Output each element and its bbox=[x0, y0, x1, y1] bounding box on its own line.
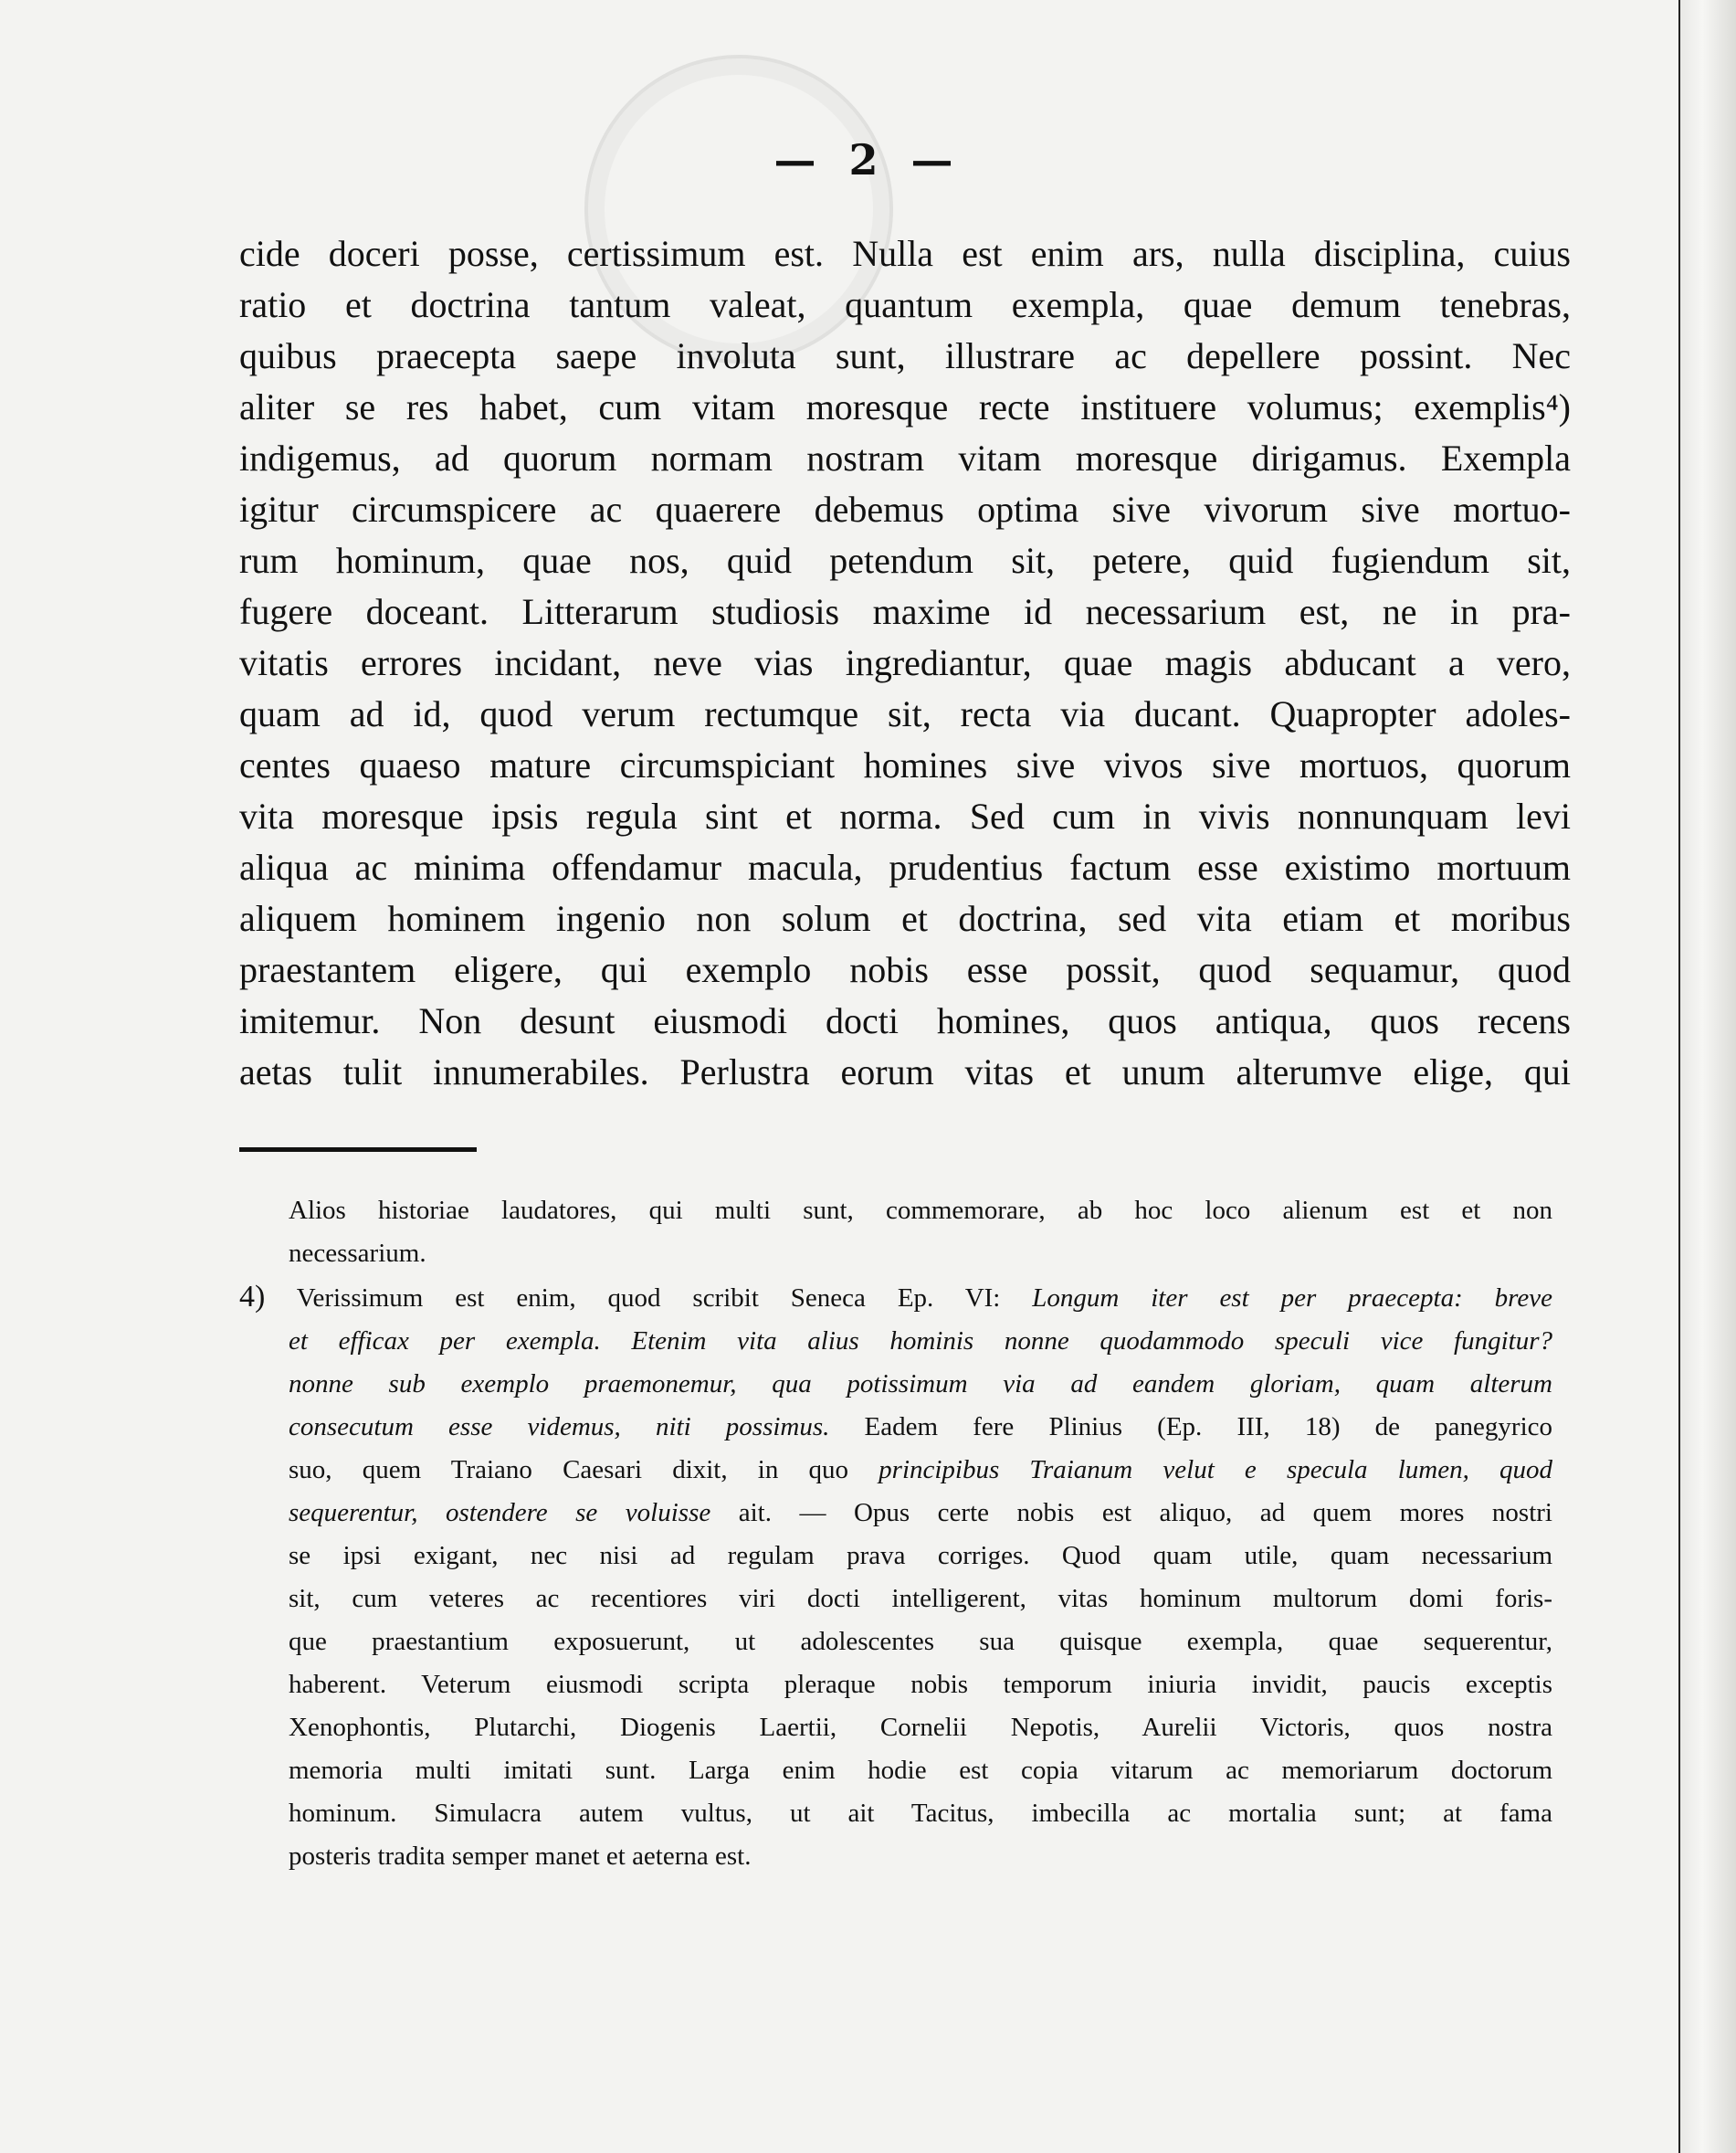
text-line: cide doceri posse, certissimum est. Nulla est enim ars, nulla disciplina, cuius bbox=[239, 233, 1571, 274]
footnote-line: consecutum esse videmus, niti possimus. Eadem fere Plinius (Ep. III, 18) de panegyrico bbox=[289, 1412, 1553, 1441]
footnote-line: 4) Verissimum est enim, quod scribit Seneca Ep. VI: Longum iter est per praecepta: breve bbox=[239, 1280, 1552, 1314]
text-line: vitatis errores incidant, neve vias ingrediantur, quae magis abducant a vero, bbox=[239, 642, 1571, 683]
text-line: fugere doceant. Litterarum studiosis maxime id necessarium est, ne in pra- bbox=[239, 591, 1571, 632]
footnote-line: nonne sub exemplo praemonemur, qua potissimum via ad eandem gloriam, quam alterum bbox=[289, 1369, 1552, 1398]
footnote-rule bbox=[239, 1147, 477, 1152]
footnote-line: sequerentur, ostendere se voluisse ait. — Opus certe nobis est aliquo, ad quem mores nostri bbox=[289, 1498, 1552, 1527]
footnotes bbox=[239, 1189, 1552, 1878]
footnote-3 bbox=[239, 1189, 1552, 1275]
footnote-line: et efficax per exempla. Etenim vita alius hominis nonne quodammodo speculi vice fungitur? bbox=[289, 1326, 1552, 1356]
main-text bbox=[239, 228, 1571, 1098]
footnote-line: haberent. Veterum eiusmodi scripta pleraque nobis temporum iniuria invidit, paucis exceptis bbox=[289, 1670, 1552, 1699]
footnote-line: memoria multi imitati sunt. Larga enim hodie est copia vitarum ac memoriarum doctorum bbox=[289, 1756, 1552, 1785]
page-edge bbox=[1678, 0, 1736, 2153]
text-line: ratio et doctrina tantum valeat, quantum exempla, quae demum tenebras, bbox=[239, 284, 1571, 325]
text-line: indigemus, ad quorum normam nostram vitam moresque dirigamus. Exempla bbox=[239, 438, 1571, 479]
text-line: vita moresque ipsis regula sint et norma. Sed cum in vivis nonnunquam levi bbox=[239, 796, 1571, 837]
footnote-line: Xenophontis, Plutarchi, Diogenis Laertii, Cornelii Nepotis, Aurelii Victoris, quos nostra bbox=[289, 1713, 1552, 1742]
text-line: aliquem hominem ingenio non solum et doctrina, sed vita etiam et moribus bbox=[239, 898, 1571, 939]
footnote-4 bbox=[239, 1275, 1552, 1878]
footnote-line: necessarium. bbox=[289, 1239, 426, 1268]
footnote-line: se ipsi exigant, nec nisi ad regulam prava corriges. Quod quam utile, quam necessarium bbox=[289, 1541, 1552, 1570]
text-line: aetas tulit innumerabiles. Perlustra eorum vitas et unum alterumve elige, qui bbox=[239, 1051, 1571, 1092]
text-line: praestantem eligere, qui exemplo nobis esse possit, quod sequamur, quod bbox=[239, 949, 1571, 990]
text-line: quibus praecepta saepe involuta sunt, illustrare ac depellere possint. Nec bbox=[239, 335, 1571, 376]
footnote-line: que praestantium exposuerunt, ut adolescentes sua quisque exempla, quae sequerentur, bbox=[289, 1627, 1552, 1656]
footnote-line: posteris tradita semper manet et aeterna est. bbox=[289, 1842, 752, 1871]
text-line: aliter se res habet, cum vitam moresque recte instituere volumus; exemplis⁴) bbox=[239, 386, 1571, 427]
footnote-line: Alios historiae laudatores, qui multi sunt, commemorare, ab hoc loco alienum est et non bbox=[289, 1196, 1552, 1225]
footnote-line: sit, cum veteres ac recentiores viri docti intelligerent, vitas hominum multorum domi foris- bbox=[289, 1584, 1552, 1613]
footnote-line: suo, quem Traiano Caesari dixit, in quo principibus Traianum velut e specula lumen, quod bbox=[289, 1455, 1552, 1484]
text-line: quam ad id, quod verum rectumque sit, recta via ducant. Quapropter adoles- bbox=[239, 693, 1571, 734]
text-line: igitur circumspicere ac quaerere debemus optima sive vivorum sive mortuo- bbox=[239, 489, 1571, 530]
footnote-number: 4) bbox=[239, 1280, 266, 1314]
text-line: rum hominum, quae nos, quid petendum sit, petere, quid fugiendum sit, bbox=[239, 540, 1571, 581]
page-number: — 2 — bbox=[773, 135, 963, 185]
text-line: aliqua ac minima offendamur macula, prudentius factum esse existimo mortuum bbox=[239, 847, 1571, 888]
text-line: imitemur. Non desunt eiusmodi docti homines, quos antiqua, quos recens bbox=[239, 1000, 1571, 1041]
text-line: centes quaeso mature circumspiciant homines sive vivos sive mortuos, quorum bbox=[239, 744, 1571, 786]
footnote-line: hominum. Simulacra autem vultus, ut ait Tacitus, imbecilla ac mortalia sunt; at fama bbox=[289, 1799, 1552, 1828]
